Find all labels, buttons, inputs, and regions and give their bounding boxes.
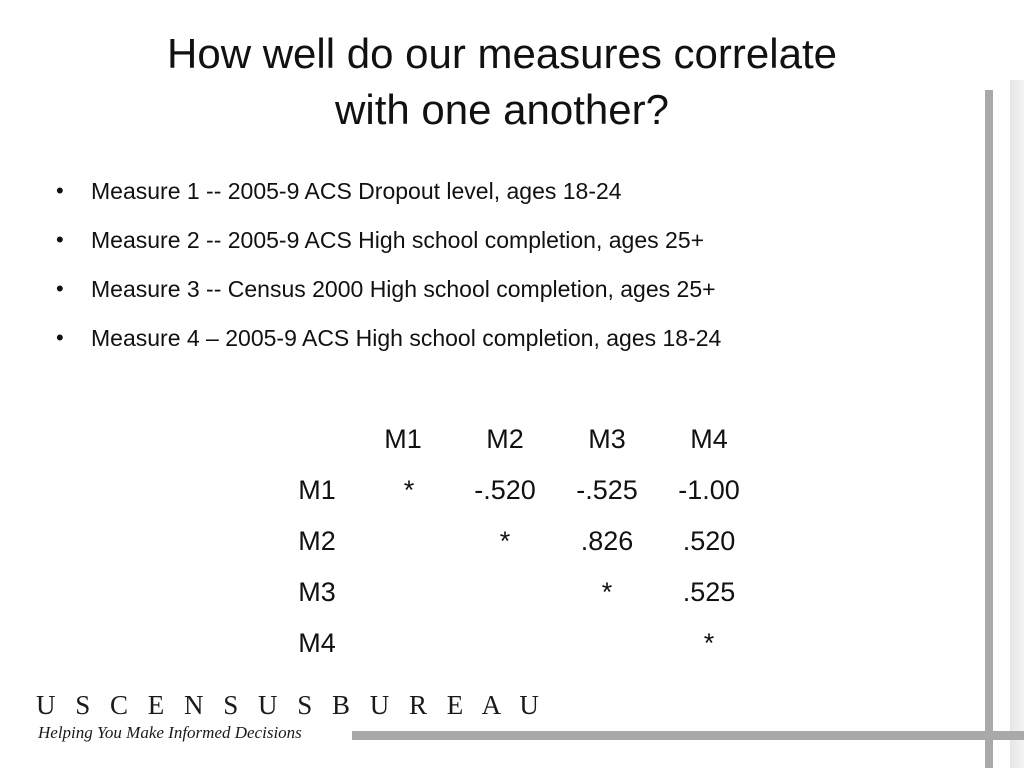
frame-bar-bottom [352,731,1024,740]
census-tagline: Helping You Make Informed Decisions [38,723,302,742]
matrix-cell: * [703,628,715,658]
column-header: M2 [486,424,524,454]
matrix-cell: * [601,577,613,607]
matrix-cell [352,567,454,618]
matrix-cell [352,516,454,567]
matrix-cell: -.520 [474,475,536,505]
row-header: M1 [298,475,336,505]
matrix-header-row [282,414,760,465]
row-header: M3 [298,577,336,607]
matrix-row [282,567,760,618]
row-header: M2 [298,526,336,556]
matrix-row [282,516,760,567]
matrix-corner [282,414,352,465]
matrix-cell: .520 [682,526,736,556]
matrix-cell: * [499,526,511,556]
column-header: M4 [690,424,728,454]
matrix-cell [352,618,454,669]
title-line-1: How well do our measures correlate [167,30,837,77]
census-bureau-logo: U S C E N S U S B U R E A U [36,690,546,720]
matrix-row [282,465,760,516]
title-line-2: with one another? [335,86,669,133]
row-header: M4 [298,628,336,658]
matrix-cell: .826 [580,526,634,556]
frame-bar-right-outer [1010,80,1024,768]
frame-bar-right [985,90,993,768]
column-header: M3 [588,424,626,454]
matrix-row [282,618,760,669]
column-header: M1 [384,424,422,454]
matrix-cell: * [403,475,415,505]
measure-item: • Measure 4 – 2005-9 ACS High school completion, ages 18-24 [52,315,721,364]
matrix-cell: -1.00 [678,475,740,505]
matrix-cell [556,618,658,669]
correlation-matrix [282,414,760,669]
matrix-cell [454,567,556,618]
matrix-cell [454,618,556,669]
measure-item: • Measure 2 -- 2005-9 ACS High school completion, ages 25+ [52,217,721,266]
measure-item: • Measure 3 -- Census 2000 High school completion, ages 25+ [52,266,721,315]
matrix-cell: .525 [682,577,736,607]
slide-title [0,26,1004,138]
measure-list [52,168,721,364]
measure-item: • Measure 1 -- 2005-9 ACS Dropout level, ages 18-24 [52,168,721,217]
matrix-cell: -.525 [576,475,638,505]
